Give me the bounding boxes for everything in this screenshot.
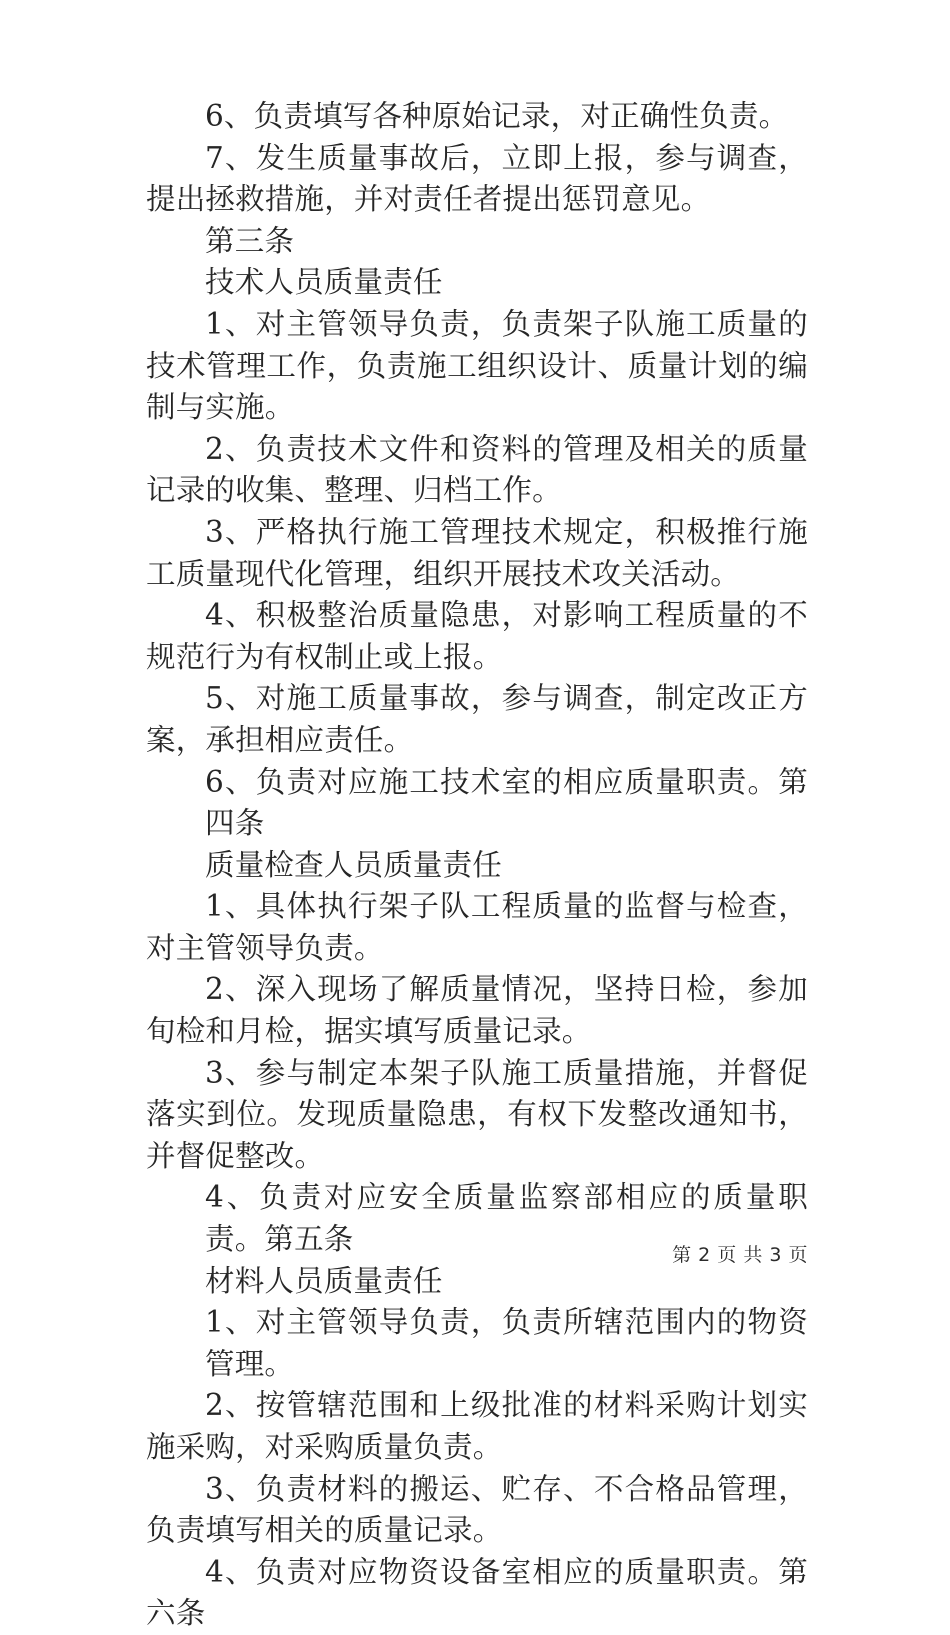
- heading-article-3-number: 第三条: [205, 223, 295, 258]
- paragraph-item-3-6: 6、负责对应施工技术室的相应质量职责。第四条: [205, 764, 808, 841]
- paragraph-item-5-4: 4、负责对应物资设备室相应的质量职责。第六条: [146, 1554, 808, 1631]
- paragraph-item-5-2: 2、按管辖范围和上级批准的材料采购计划实施采购，对采购质量负责。: [146, 1388, 808, 1464]
- page-number-label: 第 2 页 共 3 页: [672, 1244, 808, 1266]
- paragraph-item-5-3: 3、负责材料的搬运、贮存、不合格品管理，负责填写相关的质量记录。: [146, 1471, 808, 1548]
- paragraph-item-4-1: 1、具体执行架子队工程质量的监督与检查，对主管领导负责。: [146, 889, 808, 965]
- paragraph-item-5-1: 1、对主管领导负责，负责所辖范围内的物资管理。: [205, 1305, 808, 1381]
- paragraph-item-2-6: 6、负责填写各种原始记录，对正确性负责。: [205, 99, 789, 133]
- page-footer: [146, 1243, 808, 1267]
- paragraph-item-3-3: 3、严格执行施工管理技术规定，积极推行施工质量现代化管理，组织开展技术攻关活动。: [146, 514, 808, 591]
- paragraph-item-4-4: 4、负责对应安全质量监察部相应的质量职责。第五条: [205, 1180, 808, 1257]
- paragraph-item-2-7: 7、发生质量事故后，立即上报，参与调查，提出拯救措施，并对责任者提出惩罚意见。: [146, 140, 808, 217]
- paragraph-item-3-5: 5、对施工质量事故，参与调查，制定改正方案，承担相应责任。: [146, 681, 808, 757]
- heading-article-3-title: 技术人员质量责任: [205, 265, 443, 300]
- paragraph-item-4-2: 2、深入现场了解质量情况，坚持日检，参加旬检和月检，据实填写质量记录。: [146, 972, 808, 1049]
- paragraph-item-3-4: 4、积极整治质量隐患，对影响工程质量的不规范行为有权制止或上报。: [146, 598, 808, 674]
- paragraph-item-4-3: 3、参与制定本架子队施工质量措施，并督促落实到位。发现质量隐患，有权下发整改通知书，并督促整改。: [146, 1055, 808, 1173]
- heading-article-5-title: 材料人员质量责任: [205, 1263, 443, 1298]
- heading-article-4-title: 质量检查人员质量责任: [205, 847, 503, 882]
- document-body: [146, 96, 808, 1635]
- paragraph-item-3-2: 2、负责技术文件和资料的管理及相关的质量记录的收集、整理、归档工作。: [146, 431, 808, 508]
- paragraph-item-3-1: 1、对主管领导负责，负责架子队施工质量的技术管理工作，负责施工组织设计、质量计划的编制与实施。: [146, 306, 808, 425]
